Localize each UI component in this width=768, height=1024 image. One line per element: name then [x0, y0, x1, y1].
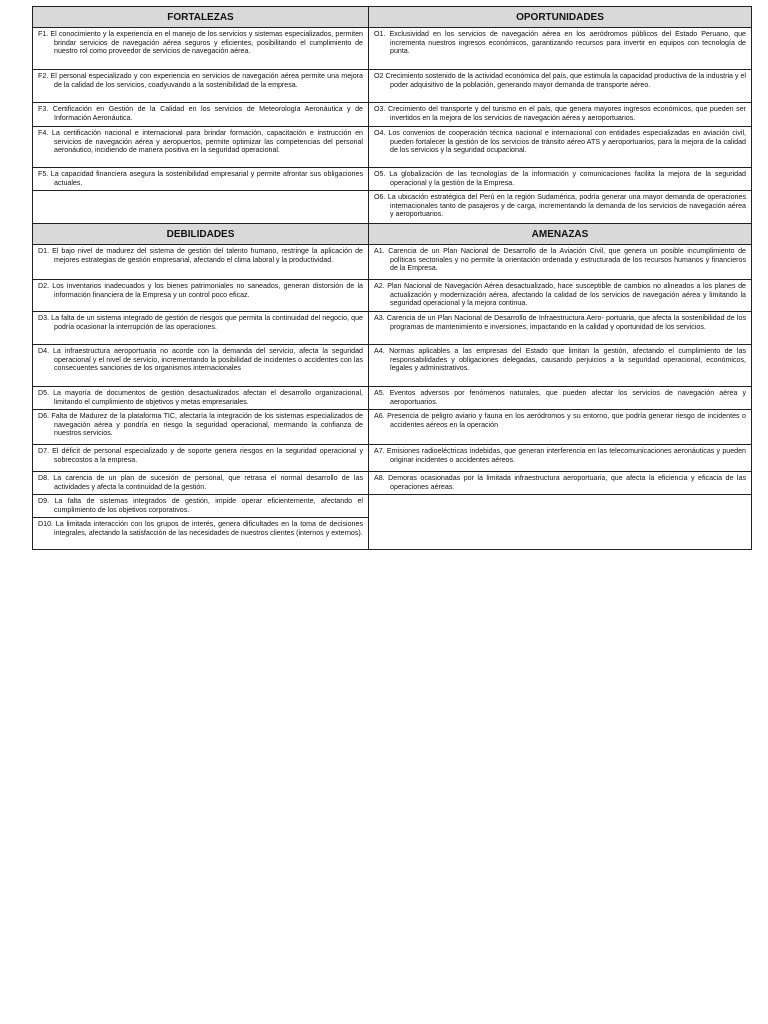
- cell-o6: [369, 191, 752, 224]
- cell-d3: [33, 312, 369, 345]
- table-row: [33, 191, 752, 224]
- cell-d10: [33, 518, 369, 550]
- cell-o4: [369, 127, 752, 168]
- cell-f1: [33, 28, 369, 70]
- table-row: [33, 387, 752, 410]
- amenaza-item: A2. Plan Nacional de Navegación Aérea desactualizado, hace susceptible de cambios no alineados a los planes de actualización y modernización aérea, afectando la calidad de los servicios de navegación aérea y limitando la seguridad operacional y la mejora continua.: [374, 282, 746, 308]
- table-row: [33, 70, 752, 103]
- cell-a4: [369, 345, 752, 387]
- cell-d2: [33, 280, 369, 312]
- header-row-bottom: [33, 224, 752, 245]
- table-row: [33, 445, 752, 472]
- amenaza-item: A4. Normas aplicables a las empresas del Estado que limitan la gestión, afectando el cumplimiento de las responsabilidades y obligaciones delegadas, causando perjuicios a la seguridad operacional, económicos, legales y administrativos.: [374, 347, 746, 373]
- debilidad-item: D6. Falta de Madurez de la plataforma TIC, afectaría la integración de los sistemas especializados de navegación aérea y pondría en riesgo la seguridad operacional, mermando la confianza de nuestros servicios.: [38, 412, 363, 438]
- fortaleza-item: F2. El personal especializado y con experiencia en servicios de navegación aérea permite una mejora de la calidad de los servicios, coadyuvando a la sostenibilidad de la empresa.: [38, 72, 363, 89]
- oportunidades-header: OPORTUNIDADES: [369, 7, 752, 28]
- debilidad-item: D9. La falta de sistemas integrados de gestión, impide operar eficientemente, afectando el cumplimiento de los objetivos corporativos.: [38, 497, 363, 514]
- fortaleza-item: F4. La certificación nacional e internacional para brindar formación, capacitación e instrucción en servicios de navegación aérea y aeropuertos, permite optimizar las competencias del personal aeronáutico, incidiendo de manera positiva en la seguridad operacional.: [38, 129, 363, 155]
- cell-a3: [369, 312, 752, 345]
- cell-a7: [369, 445, 752, 472]
- oportunidad-item: O2 Crecimiento sostenido de la actividad económica del país, que estimula la capacidad productiva de la industria y el poder adquisitivo de la población, generando mayor demanda de transporte aéreo.: [374, 72, 746, 89]
- debilidad-item: D2. Los inventarios inadecuados y los bienes patrimoniales no saneados, generan distorsión de la información financiera de la Empresa y un control poco eficaz.: [38, 282, 363, 299]
- amenaza-item: A7. Emisiones radioeléctricas indebidas, que generan interferencia en las telecomunicaciones aeronáuticas y pueden originar incidentes o accidentes aéreos.: [374, 447, 746, 464]
- amenaza-item: A1. Carencia de un Plan Nacional de Desarrollo de la Aviación Civil, que genera un posible incumplimiento de políticas sectoriales y no permite la orientación ordenada y estructurada de los recursos humanos y financieros de la Empresa.: [374, 247, 746, 273]
- debilidad-item: D4. La infraestructura aeroportuaria no acorde con la demanda del servicio, afecta la seguridad operacional y el nivel de servicio, incrementando la posibilidad de incidentes o accidentes con las consecuentes sanciones de los organismos internacionales: [38, 347, 363, 373]
- debilidad-item: D8. La carencia de un plan de sucesión de personal, que retrasa el normal desarrollo de las actividades y afecta la continuidad de la gestión.: [38, 474, 363, 491]
- cell-o1: [369, 28, 752, 70]
- debilidades-header: DEBILIDADES: [33, 224, 369, 245]
- cell-a2: [369, 280, 752, 312]
- fortaleza-item: F5. La capacidad financiera asegura la sostenibilidad empresarial y permite afrontar sus obligaciones actuales.: [38, 170, 363, 187]
- debilidad-item: D7. El déficit de personal especializado y de soporte genera riesgos en la seguridad operacional y sobrecostos a la empresa.: [38, 447, 363, 464]
- table-row: [33, 472, 752, 495]
- cell-d8: [33, 472, 369, 495]
- amenaza-item: A3. Carencia de un Plan Nacional de Desarrollo de Infraestructura Aero- portuaria, que afecta la sostenibilidad de los programas de mantenimiento e inversiones, impactando en la calidad y oportunidad de los servicios.: [374, 314, 746, 331]
- debilidad-item: D1. El bajo nivel de madurez del sistema de gestión del talento humano, restringe la aplicación de mejores estrategias de gestión empresarial, afectando el clima laboral y la productividad.: [38, 247, 363, 264]
- cell-f3: [33, 103, 369, 127]
- cell-f5: [33, 168, 369, 191]
- cell-f2: [33, 70, 369, 103]
- table-row: [33, 245, 752, 280]
- cell-o3: [369, 103, 752, 127]
- fortaleza-item: F1. El conocimiento y la experiencia en el manejo de los servicios y sistemas especializados, permiten brindar servicios de navegación aérea seguros y eficientes, posibilitando el cumplimiento de nuestro rol como proveedor de servicios de navegación aérea.: [38, 30, 363, 56]
- oportunidad-item: O5. La globalización de las tecnologías de la información y comunicaciones facilita la mejora de la seguridad operacional y la gestión de la Empresa.: [374, 170, 746, 187]
- cell-a1: [369, 245, 752, 280]
- table-row: [33, 410, 752, 445]
- table-row: [33, 103, 752, 127]
- amenazas-header: AMENAZAS: [369, 224, 752, 245]
- table-row: [33, 280, 752, 312]
- oportunidad-item: O1. Exclusividad en los servicios de navegación aérea en los aeródromos públicos del Estado Peruano, que incrementa nuestros ingresos económicos, garantizando recursos para invertir en equipos con tecnología de punta.: [374, 30, 746, 56]
- table-row: [33, 345, 752, 387]
- header-row-top: [33, 7, 752, 28]
- fortaleza-item: F3. Certificación en Gestión de la Calidad en los servicios de Meteorología Aeronáutica y de Información Aeronáutica.: [38, 105, 363, 122]
- cell-empty-right: [369, 495, 752, 550]
- table-row: [33, 168, 752, 191]
- oportunidad-item: O3. Crecimiento del transporte y del turismo en el país, que genera mayores ingresos económicos, que pueden ser invertidos en la mejora de los servicios de navegación aérea y aeroportuarios.: [374, 105, 746, 122]
- amenaza-item: A8. Demoras ocasionadas por la limitada infraestructura aeroportuaria, que afecta la eficiencia y eficacia de las operaciones aéreas.: [374, 474, 746, 491]
- fortalezas-header: FORTALEZAS: [33, 7, 369, 28]
- cell-o2: [369, 70, 752, 103]
- amenaza-item: A5. Eventos adversos por fenómenos naturales, que pueden afectar los servicios de navegación aérea y aeroportuarios.: [374, 389, 746, 406]
- oportunidad-item: O4. Los convenios de cooperación técnica nacional e internacional con entidades especializadas en aviación civil, pueden fortalecer la gestión de los servicios de tránsito aéreo ATS y aeroportuarios, para la mejora de la calidad de los servicios y la seguridad ocupacional.: [374, 129, 746, 155]
- debilidad-item: D10. La limitada interacción con los grupos de interés, genera dificultades en la toma de decisiones integrales, afectando la satisfacción de las necesidades de nuestros clientes (internos y externos).: [38, 520, 363, 537]
- cell-a5: [369, 387, 752, 410]
- cell-d4: [33, 345, 369, 387]
- cell-d5: [33, 387, 369, 410]
- cell-f4: [33, 127, 369, 168]
- debilidad-item: D5. La mayoría de documentos de gestión desactualizados afectan el desarrollo organizacional, limitando el cumplimiento de objetivos y metas empresariales.: [38, 389, 363, 406]
- cell-d9: [33, 495, 369, 518]
- cell-d1: [33, 245, 369, 280]
- cell-a8: [369, 472, 752, 495]
- cell-a6: [369, 410, 752, 445]
- cell-d7: [33, 445, 369, 472]
- table-row: [33, 28, 752, 70]
- table-row: [33, 495, 752, 518]
- table-row: [33, 312, 752, 345]
- table-row: [33, 127, 752, 168]
- debilidad-item: D3. La falta de un sistema integrado de gestión de riesgos que permita la continuidad del negocio, que podría ocasionar la interrupción de las operaciones.: [38, 314, 363, 331]
- foda-matrix: [32, 6, 752, 550]
- cell-d6: [33, 410, 369, 445]
- oportunidad-item: O6. La ubicación estratégica del Perú en la región Sudamérica, podría generar una mayor demanda de operaciones internacionales tanto de pasajeros y de carga, incrementando la demanda de los servicios de navegación aérea y aeroportuarios.: [374, 193, 746, 219]
- cell-o5: [369, 168, 752, 191]
- amenaza-item: A6. Presencia de peligro aviario y fauna en los aeródromos y su entorno, que podría generar riesgo de incidentes o accidentes aéreos en la operación: [374, 412, 746, 429]
- cell-empty-left: [33, 191, 369, 224]
